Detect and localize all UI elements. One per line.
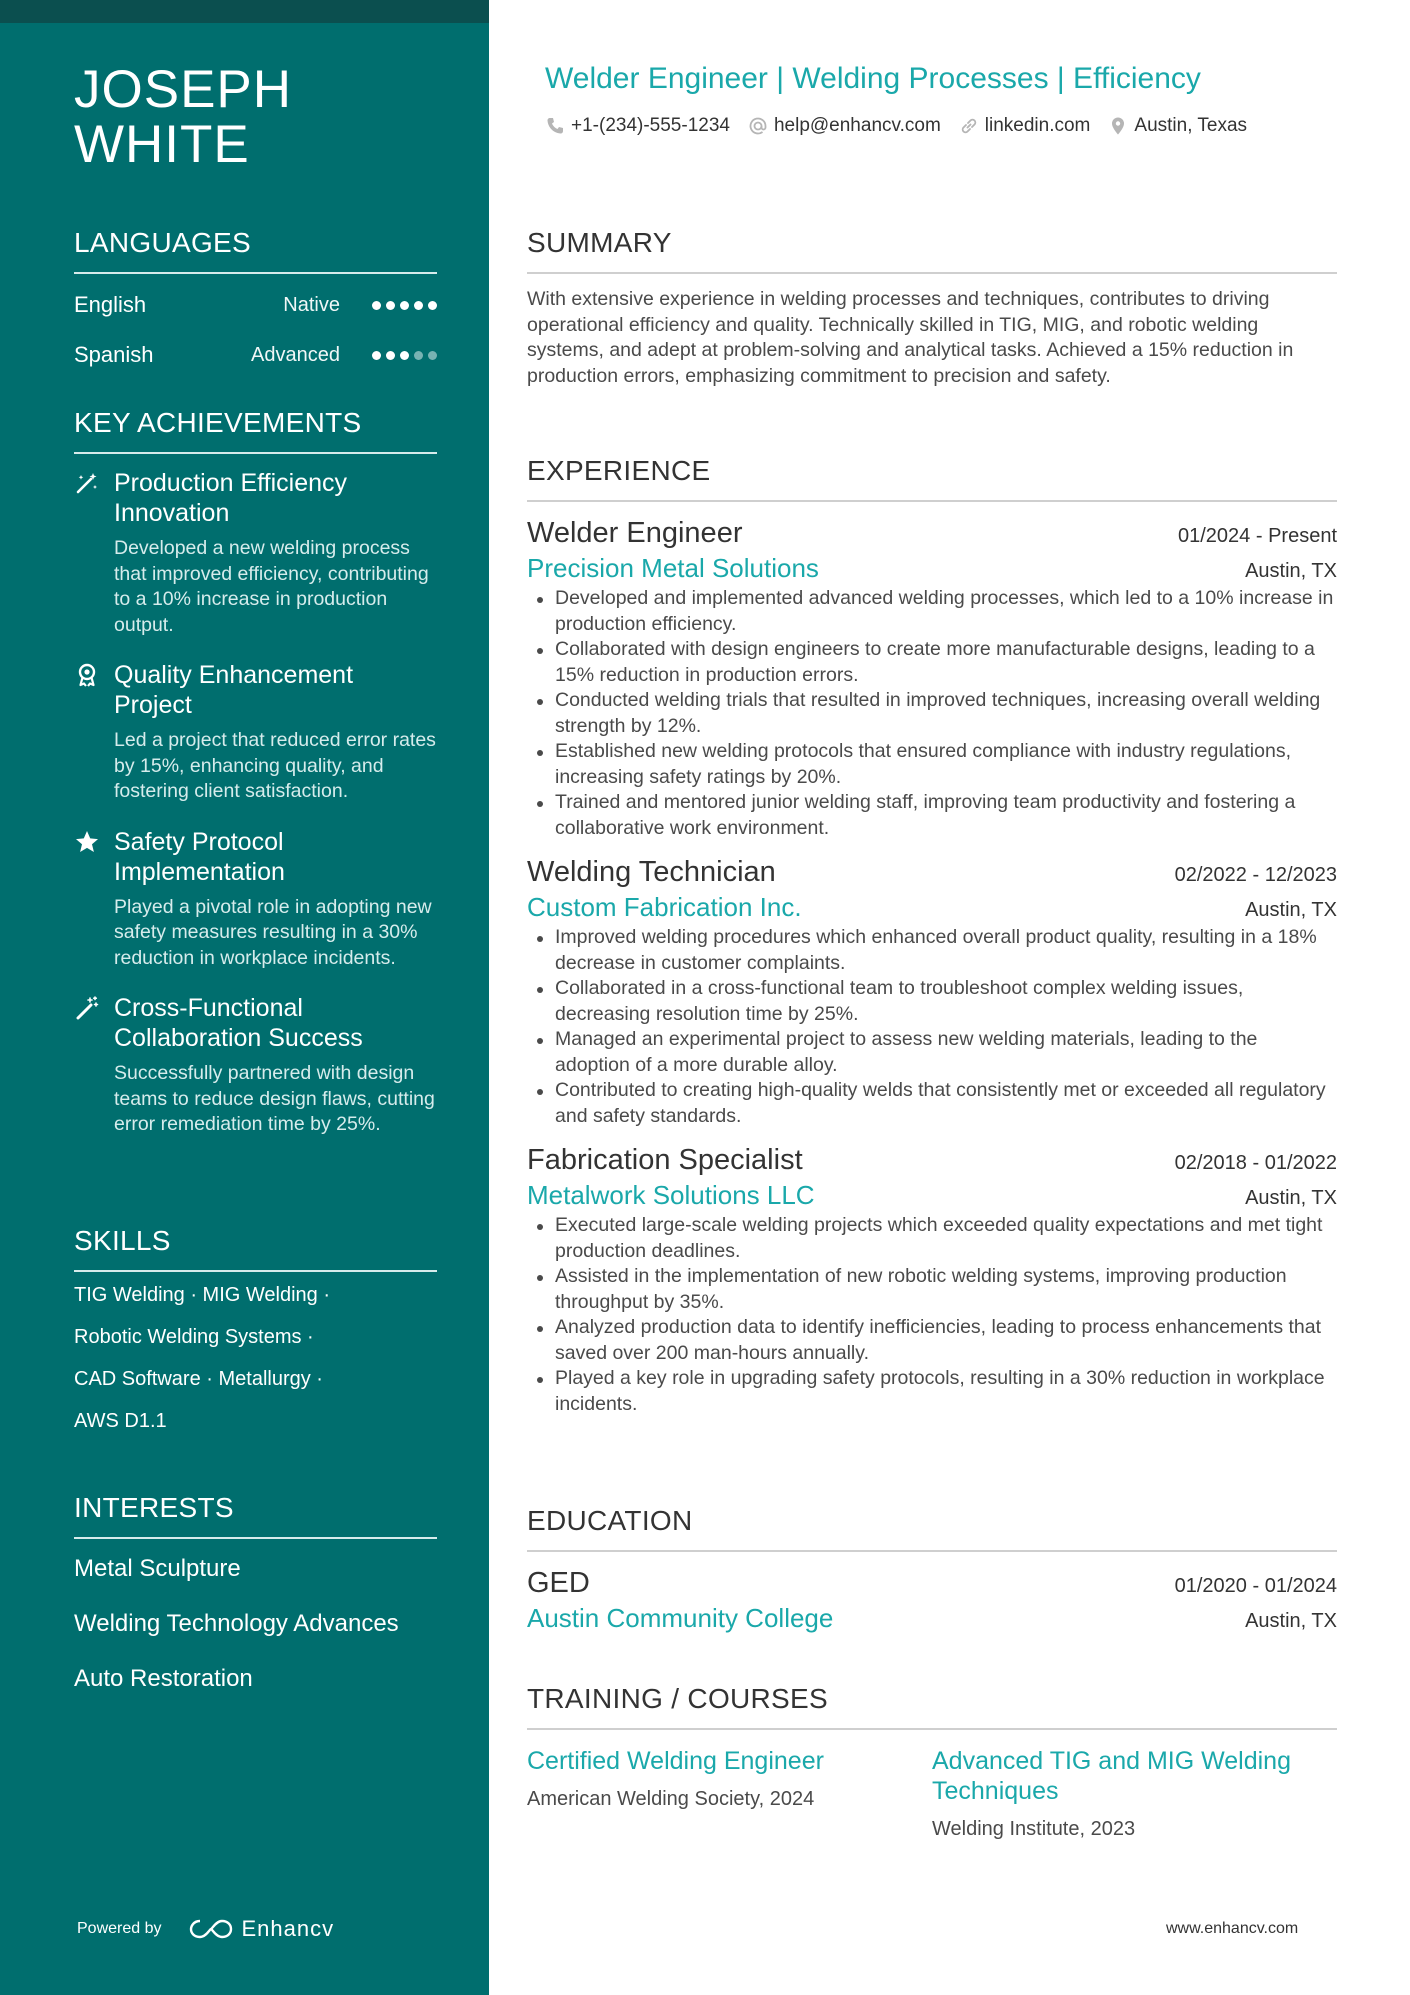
location-pin-icon (1108, 116, 1128, 136)
proficiency-dots (372, 301, 437, 310)
interest-item: Metal Sculpture (74, 1555, 241, 1582)
job-title: Welder Engineer (527, 517, 743, 549)
bullet-item: Established new welding protocols that ensured compliance with industry regulations, increasing safety ratings by 20%. (527, 739, 1337, 790)
email-text: help@enhancv.com (773, 115, 941, 136)
contact-email[interactable] (748, 115, 941, 137)
dot-filled (386, 301, 395, 310)
bullet-item: Contributed to creating high-quality welds that consistently met or exceeded all regulatory and safety standards. (527, 1078, 1337, 1129)
job-location: Austin, TX (1245, 1187, 1337, 1209)
school-name: Austin Community College (527, 1603, 834, 1633)
job-title: Fabrication Specialist (527, 1144, 803, 1176)
summary-text: With extensive experience in welding processes and techniques, contributes to driving operational efficiency and quality. Technically skilled in TIG, MIG, and robotic welding systems, and adept at problem-solving and analytical tasks. Achieved a 15% reduction in production errors, emphasizing commitment to precision and safety. (527, 288, 1294, 387)
magic-wand-icon (74, 470, 100, 496)
candidate-name (74, 62, 292, 172)
job-entry (527, 514, 1337, 841)
achievement-item (74, 468, 437, 638)
enhancv-logo-icon (188, 1917, 234, 1941)
job-company: Metalwork Solutions LLC (527, 1180, 815, 1210)
interest-item: Auto Restoration (74, 1665, 253, 1692)
language-row (74, 330, 437, 380)
brand-name: Enhancv (241, 1916, 335, 1941)
job-location: Austin, TX (1245, 560, 1337, 582)
language-name: Spanish (74, 342, 154, 367)
powered-by-label: Powered by (77, 1920, 162, 1937)
job-dates: 02/2018 - 01/2022 (1174, 1152, 1337, 1174)
dot-filled (414, 301, 423, 310)
achievement-item (74, 993, 437, 1138)
linkedin-text: linkedin.com (984, 115, 1091, 136)
skills-section (74, 1224, 437, 1442)
contact-phone[interactable] (545, 115, 730, 137)
achievement-item (74, 827, 437, 972)
language-name: English (74, 292, 147, 317)
training-heading: TRAINING / COURSES (527, 1682, 1337, 1730)
wand-icon (74, 995, 100, 1021)
summary-section (527, 226, 1337, 389)
bullet-item: Analyzed production data to identify inefficiencies, leading to process enhancements that saved over 200 man-hours annually. (527, 1315, 1337, 1366)
job-entry (527, 1141, 1337, 1417)
job-bullets (527, 586, 1337, 841)
dot-filled (386, 351, 395, 360)
powered-by (77, 1916, 334, 1942)
location-text: Austin, Texas (1134, 115, 1248, 136)
achievement-description: Led a project that reduced error rates by 15%, enhancing quality, and fostering client satisfaction. (114, 729, 436, 802)
bullet-item: Played a key role in upgrading safety protocols, resulting in a 30% reduction in workplace incidents. (527, 1366, 1337, 1417)
achievements-section (74, 406, 437, 1160)
achievement-description: Developed a new welding process that improved efficiency, contributing to a 10% increase in production output. (114, 537, 429, 636)
interests-heading: INTERESTS (74, 1491, 437, 1539)
bullet-item: Managed an experimental project to assess new welding materials, leading to the adoption of a more durable alloy. (527, 1027, 1337, 1078)
job-dates: 01/2024 - Present (1178, 525, 1337, 547)
course-provider: American Welding Society, 2024 (527, 1788, 815, 1810)
experience-section (527, 454, 1337, 1417)
sidebar (0, 0, 489, 1995)
bullet-item: Collaborated with design engineers to create more manufacturable designs, leading to a 15% reduction in production errors. (527, 637, 1337, 688)
course-title: Advanced TIG and MIG Welding Techniques (932, 1747, 1291, 1805)
sidebar-top-strip (0, 0, 489, 23)
dot-empty (414, 351, 423, 360)
job-title: Welding Technician (527, 856, 776, 888)
bullet-item: Developed and implemented advanced welding processes, which led to a 10% increase in production efficiency. (527, 586, 1337, 637)
phone-icon (545, 116, 565, 136)
dot-filled (372, 301, 381, 310)
education-section (527, 1504, 1337, 1634)
bullet-item: Executed large-scale welding projects which exceeded quality expectations and met tight production deadlines. (527, 1213, 1337, 1264)
skills-line: AWS D1.1 (74, 1410, 167, 1432)
award-icon (74, 662, 100, 688)
achievement-title: Quality Enhancement Project (114, 661, 354, 719)
language-level: Native (283, 293, 340, 316)
link-icon (959, 116, 979, 136)
education-entry (527, 1564, 1337, 1634)
skills-heading: SKILLS (74, 1224, 437, 1272)
languages-section (74, 226, 437, 380)
dot-filled (372, 351, 381, 360)
course-item (527, 1746, 932, 1842)
headline: Welder Engineer | Welding Processes | Efficiency (545, 62, 1201, 95)
name-last: WHITE (74, 115, 250, 174)
skills-line: TIG Welding · MIG Welding · (74, 1284, 330, 1306)
achievement-item (74, 660, 437, 805)
job-company: Precision Metal Solutions (527, 553, 819, 583)
course-item (932, 1746, 1337, 1842)
job-dates: 02/2022 - 12/2023 (1174, 864, 1337, 886)
achievement-title: Safety Protocol Implementation (114, 827, 285, 886)
contact-linkedin[interactable] (959, 115, 1091, 137)
bullet-item: Improved welding procedures which enhanced overall product quality, resulting in a 18% decrease in customer complaints. (527, 925, 1337, 976)
bullet-item: Conducted welding trials that resulted in improved techniques, increasing overall welding strength by 12%. (527, 688, 1337, 739)
course-title: Certified Welding Engineer (527, 1747, 824, 1775)
languages-heading: LANGUAGES (74, 226, 437, 274)
achievements-heading: KEY ACHIEVEMENTS (74, 406, 437, 454)
job-bullets (527, 925, 1337, 1129)
interest-item: Welding Technology Advances (74, 1610, 399, 1637)
experience-heading: EXPERIENCE (527, 454, 1337, 502)
skills-line: Robotic Welding Systems · (74, 1326, 314, 1348)
skills-line: CAD Software · Metallurgy · (74, 1368, 323, 1390)
star-icon (74, 829, 100, 855)
bullet-item: Assisted in the implementation of new robotic welding systems, improving production throughput by 35%. (527, 1264, 1337, 1315)
job-company: Custom Fabrication Inc. (527, 892, 802, 922)
interests-section (74, 1491, 437, 1706)
website-link[interactable]: www.enhancv.com (1166, 1920, 1299, 1937)
education-location: Austin, TX (1245, 1610, 1337, 1632)
proficiency-dots (372, 351, 437, 360)
dot-filled (400, 301, 409, 310)
achievement-title: Production Efficiency Innovation (114, 469, 347, 527)
job-entry (527, 853, 1337, 1129)
education-heading: EDUCATION (527, 1504, 1337, 1552)
dot-filled (428, 301, 437, 310)
achievement-title: Cross-Functional Collaboration Success (114, 994, 363, 1052)
job-bullets (527, 1213, 1337, 1417)
training-section (527, 1682, 1337, 1842)
summary-heading: SUMMARY (527, 226, 1337, 274)
contact-bar (545, 115, 1247, 137)
dot-filled (400, 351, 409, 360)
achievement-description: Successfully partnered with design teams to reduce design flaws, cutting error remediation time by 25%. (114, 1062, 435, 1135)
language-level: Advanced (251, 343, 340, 366)
phone-text: +1-(234)-555-1234 (571, 115, 730, 136)
course-provider: Welding Institute, 2023 (932, 1818, 1136, 1840)
education-dates: 01/2020 - 01/2024 (1174, 1575, 1337, 1597)
achievement-description: Played a pivotal role in adopting new safety measures resulting in a 30% reduction in workplace incidents. (114, 895, 432, 969)
bullet-item: Trained and mentored junior welding staff, improving team productivity and fostering a collaborative work environment. (527, 790, 1337, 841)
brand-logo[interactable] (188, 1916, 335, 1942)
degree: GED (527, 1567, 590, 1599)
name-first: JOSEPH (74, 60, 293, 119)
language-row (74, 280, 437, 330)
bullet-item: Collaborated in a cross-functional team to troubleshoot complex welding issues, decreasing resolution time by 25%. (527, 976, 1337, 1027)
job-location: Austin, TX (1245, 899, 1337, 921)
at-sign-icon (748, 116, 768, 136)
dot-empty (428, 351, 437, 360)
contact-location (1108, 115, 1247, 137)
